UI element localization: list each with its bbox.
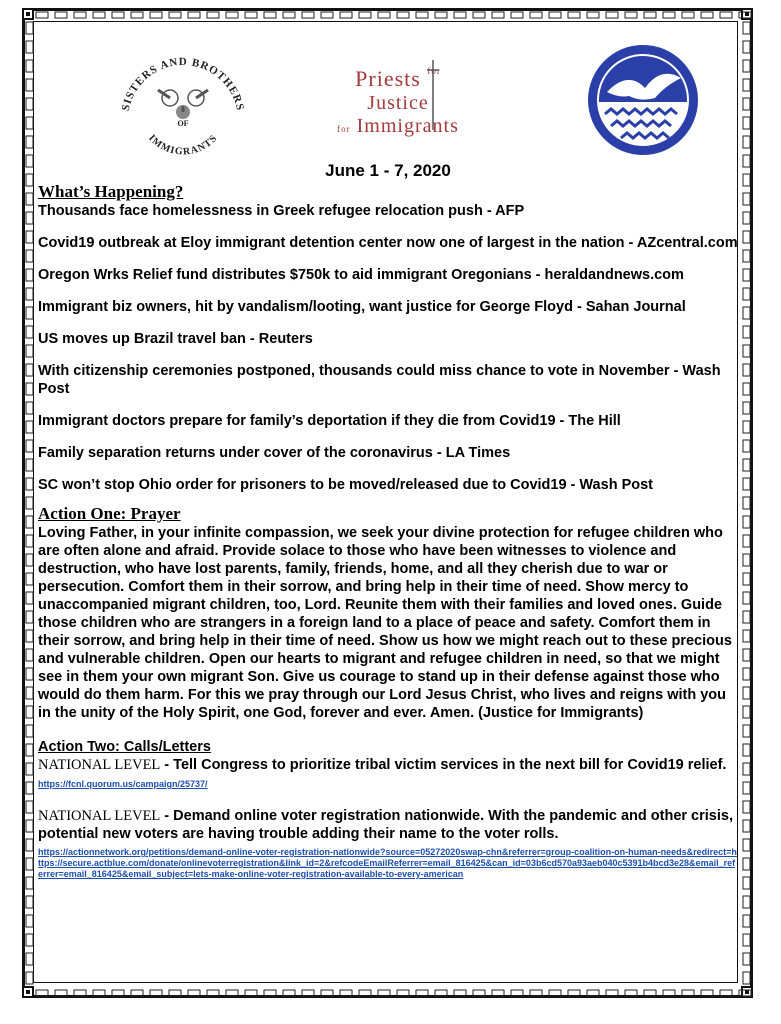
action-item-2 <box>38 807 738 843</box>
svg-text:OF: OF <box>177 119 189 128</box>
news-item-5[interactable]: US moves up Brazil travel ban - Reuters <box>38 331 313 347</box>
issue-date: June 1 - 7, 2020 <box>325 161 451 180</box>
header-logos <box>38 30 738 180</box>
dove-icon <box>583 40 703 160</box>
logo-immigrants-text: Immigrants <box>356 115 459 137</box>
action-link-1[interactable]: https://fcnl.quorum.us/campaign/25737/ <box>38 779 208 789</box>
action-one-title: Action One: Prayer <box>38 504 181 523</box>
logo-justice-text: Justice <box>367 92 429 114</box>
svg-text:IMMIGRANTS: IMMIGRANTS <box>146 132 220 158</box>
svg-text:SISTERS AND BROTHERS: SISTERS AND BROTHERS <box>119 56 247 113</box>
news-item-2[interactable]: Covid19 outbreak at Eloy immigrant detention center now one of largest in the nation - AZcentral.com <box>38 235 738 251</box>
news-item-3[interactable]: Oregon Wrks Relief fund distributes $750k to aid immigrant Oregonians - heraldandnews.com <box>38 267 684 283</box>
border-corner-bottom-left <box>22 986 34 998</box>
newsletter-body <box>38 182 738 880</box>
action-text-1: - Tell Congress to prioritize tribal victim services in the next bill for Covid19 relief. <box>160 757 727 773</box>
whats-happening-title: What’s Happening? <box>38 182 184 201</box>
news-item-6[interactable]: With citizenship ceremonies postponed, thousands could miss chance to vote in November - Wash Post <box>38 363 721 397</box>
action-item-1 <box>38 756 738 793</box>
news-item-8[interactable]: Family separation returns under cover of the coronavirus - LA Times <box>38 445 511 461</box>
sisters-brothers-logo <box>108 50 258 170</box>
cross-icon <box>423 60 443 130</box>
news-list <box>38 202 738 494</box>
border-corner-top-left <box>22 8 34 20</box>
page-content <box>38 30 738 879</box>
news-item-7[interactable]: Immigrant doctors prepare for family’s deportation if they die from Covid19 - The Hill <box>38 413 621 429</box>
priests-justice-logo <box>328 60 468 150</box>
news-item-1[interactable]: Thousands face homelessness in Greek refugee relocation push - AFP <box>38 203 525 219</box>
action-two-title: Action Two: Calls/Letters <box>38 739 211 755</box>
logo-priests-text: Priests <box>355 66 421 91</box>
action-level-2: NATIONAL LEVEL <box>38 808 161 824</box>
news-item-9[interactable]: SC won’t stop Ohio order for prisoners to be moved/released due to Covid19 - Wash Post <box>38 477 653 493</box>
border-corner-top-right <box>741 8 753 20</box>
action-text-2: - Demand online voter registration nationwide. With the pandemic and other crisis, potential new voters are having trouble adding their name to the voter rolls. <box>38 808 733 842</box>
logo-for-text-1: for <box>427 66 441 76</box>
logo-for-text-2: for <box>337 124 351 134</box>
action-link-2[interactable]: https://actionnetwork.org/petitions/demand-online-voter-registration-nationwide?source=05272020swap-chn&referrer=group-coalition-on-human-needs&redirect=https://secure.actblue.com/donate/onlinevoterregistration&link_id=2&refcodeEmailReferrer=email_816425&can_id=03b6cd570a93aeb040c5391b4bcd3e28&email_referrer=email_816425&email_subject=lets-make-online-voter-registration-available-to-every-american <box>38 847 737 879</box>
news-item-4[interactable]: Immigrant biz owners, hit by vandalism/looting, want justice for George Floyd - Sahan Journal <box>38 299 686 315</box>
action-level-1: NATIONAL LEVEL <box>38 757 161 773</box>
border-corner-bottom-right <box>741 986 753 998</box>
prayer-text: Loving Father, in your infinite compassion, we seek your divine protection for refugee children who are often alone and afraid. Provide solace to those who have been witnesses to violence and destruction, who have lost parents, family, friends, home, and all they cherish due to war or persecution. Comfort them in their sorrow, and bring help in their time of need. Show mercy to unaccompanied migrant children, too, Lord. Reunite them with their families and loved ones. Guide those children who are strangers in a foreign land to a place of peace and safety. Comfort them in their sorrow, and bring help in their time of need. Show us how we might reach out to these precious and vulnerable children. Open our hearts to migrant and refugee children in need, so that we might see in them your own migrant Son. Give us courage to stand up in their defense against those who would do them harm. For this we pray through our Lord Jesus Christ, who lives and reigns with you in the unity of the Holy Spirit, one God, forever and ever. Amen. (Justice for Immigrants) <box>38 525 732 721</box>
